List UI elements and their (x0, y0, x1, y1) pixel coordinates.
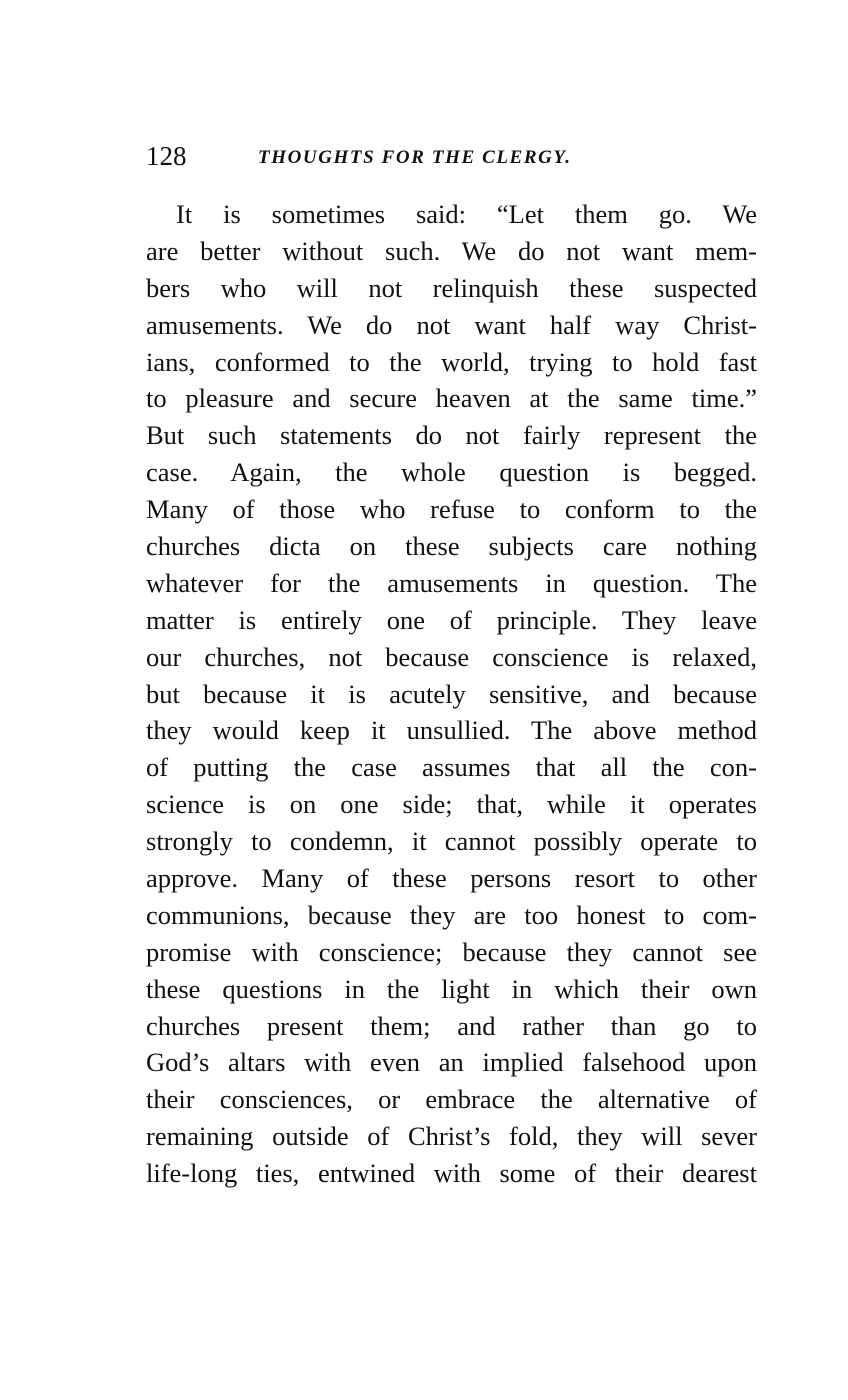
text-line: bers who will not relinquish these suspected (146, 272, 757, 303)
text-line: It is sometimes said: “Let them go. We (176, 199, 757, 229)
text-line: are better without such. We do not want mem- (146, 235, 757, 266)
body-text (146, 196, 757, 1192)
text-line: But such statements do not fairly represent the (146, 420, 757, 451)
text-line: churches present them; and rather than go to (146, 1010, 757, 1041)
running-title: THOUGHTS FOR THE CLERGY. (258, 147, 572, 168)
text-line: matter is entirely one of principle. They leave (146, 604, 757, 635)
text-line: promise with conscience; because they cannot see (146, 936, 757, 967)
text-line: life-long ties, entwined with some of their dearest (146, 1158, 757, 1189)
text-line: but because it is acutely sensitive, and because (146, 678, 757, 709)
page-header (146, 141, 757, 175)
text-line: ians, conformed to the world, trying to hold fast (146, 346, 757, 377)
text-line: amusements. We do not want half way Christ- (146, 309, 757, 340)
text-line: our churches, not because conscience is relaxed, (146, 641, 757, 672)
text-line: case. Again, the whole question is begged. (146, 457, 757, 488)
text-line: whatever for the amusements in question. The (146, 567, 757, 598)
text-line: churches dicta on these subjects care nothing (146, 531, 757, 562)
text-line: God’s altars with even an implied falsehood upon (146, 1047, 757, 1078)
text-line: Many of those who refuse to conform to the (146, 494, 757, 525)
text-line: to pleasure and secure heaven at the same time.” (146, 383, 757, 414)
text-line: these questions in the light in which their own (146, 973, 757, 1004)
text-line: approve. Many of these persons resort to other (146, 863, 757, 894)
text-line: of putting the case assumes that all the con- (146, 752, 757, 783)
text-line: their consciences, or embrace the alternative of (146, 1084, 757, 1115)
text-line: they would keep it unsullied. The above method (146, 715, 757, 746)
text-line: communions, because they are too honest to com- (146, 899, 757, 930)
text-line: science is on one side; that, while it operates (146, 789, 757, 820)
text-line: remaining outside of Christ’s fold, they will sever (146, 1121, 757, 1152)
text-line: strongly to condemn, it cannot possibly operate to (146, 826, 757, 857)
page-number: 128 (146, 141, 187, 171)
